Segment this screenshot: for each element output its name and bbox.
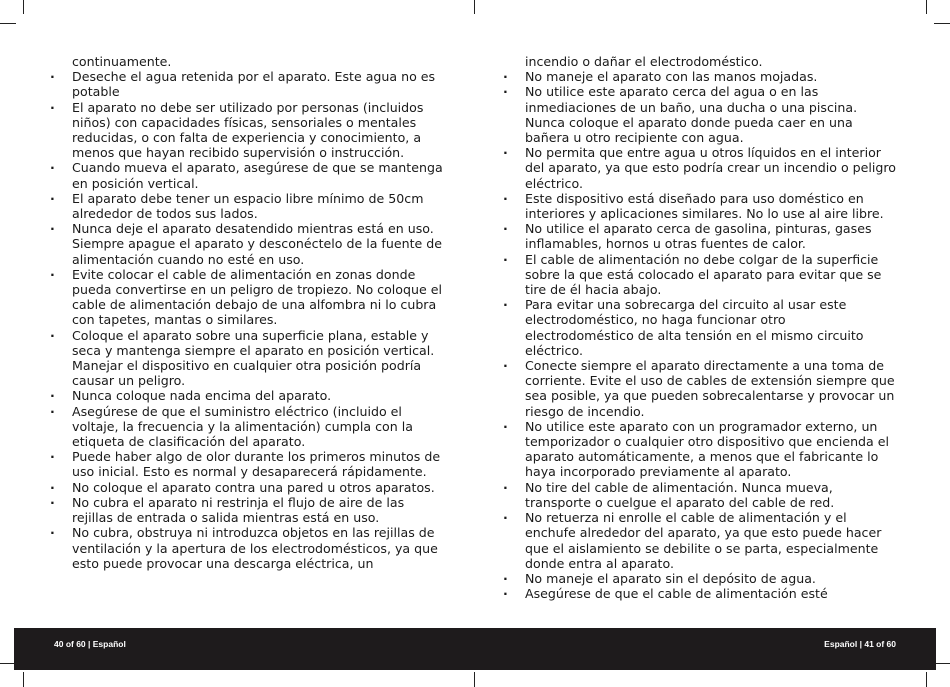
list-item: · El aparato debe tener un espacio libre mínimo de 50cm alrededor de todos sus lados. — [50, 191, 448, 221]
crop-mark — [474, 0, 475, 14]
safety-list — [503, 69, 898, 601]
crop-mark — [474, 672, 475, 687]
list-item: · No cubra el aparato ni restrinja el flujo de aire de las rejillas de entrada o salida mientras está en uso. — [50, 495, 448, 525]
list-item: · El aparato no debe ser utilizado por personas (incluidos niños) con capacidades físicas, sensoriales o mentales reducidas, o con falta de experiencia y conocimiento, a menos que hayan recibido supervisión o instrucción. — [50, 100, 448, 161]
list-item: · No utilice este aparato con un programador externo, un temporizador o cualquier otro dispositivo que encienda el aparato automáticamente, a menos que el fabricante lo haya incorporado previamente al aparato. — [503, 419, 898, 480]
list-item: · Nunca coloque nada encima del aparato. — [50, 388, 448, 403]
left-page — [50, 54, 448, 571]
list-item: · Asegúrese de que el suministro eléctrico (incluido el voltaje, la frecuencia y la alimentación) cumpla con la etiqueta de clasificación del aparato. — [50, 404, 448, 450]
right-page-number: Español | 41 of 60 — [824, 639, 896, 649]
list-item: · No retuerza ni enrolle el cable de alimentación y el enchufe alrededor del aparato, ya que esto puede hacer que el aislamiento se debilite o se parta, especialmente donde entra al aparato. — [503, 510, 898, 571]
left-page-number: 40 of 60 | Español — [54, 639, 126, 649]
list-item: · Para evitar una sobrecarga del circuito al usar este electrodoméstico, no haga funcionar otro electrodoméstico de alta tensión en el mismo circuito eléctrico. — [503, 297, 898, 358]
crop-mark — [926, 0, 927, 14]
list-item: · El cable de alimentación no debe colgar de la superficie sobre la que está colocado el aparato para evitar que se tire de él hacia abajo. — [503, 252, 898, 298]
right-page — [503, 54, 898, 601]
list-item: · No cubra, obstruya ni introduzca objetos en las rejillas de ventilación y la apertura de los electrodomésticos, ya que esto puede provocar una descarga eléctrica, un — [50, 525, 448, 571]
list-item: · No maneje el aparato con las manos mojadas. — [503, 69, 898, 84]
list-item: · Cuando mueva el aparato, asegúrese de que se mantenga en posición vertical. — [50, 160, 448, 190]
crop-mark — [926, 672, 927, 687]
list-item: · Puede haber algo de olor durante los primeros minutos de uso inicial. Esto es normal y desaparecerá rápidamente. — [50, 449, 448, 479]
crop-mark — [23, 0, 24, 14]
list-item: · Deseche el agua retenida por el aparato. Este agua no es potable — [50, 69, 448, 99]
crop-mark — [934, 663, 950, 664]
crop-mark — [934, 23, 950, 24]
list-item: · Asegúrese de que el cable de alimentación esté — [503, 586, 898, 601]
list-item: · No utilice el aparato cerca de gasolina, pinturas, gases inflamables, hornos u otras fuentes de calor. — [503, 221, 898, 251]
list-item: · Este dispositivo está diseñado para uso doméstico en interiores y aplicaciones similares. No lo use al aire libre. — [503, 191, 898, 221]
list-item: · Nunca deje el aparato desatendido mientras está en uso. Siempre apague el aparato y desconéctelo de la fuente de alimentación cuando no esté en uso. — [50, 221, 448, 267]
crop-mark — [0, 23, 16, 24]
list-item: · No coloque el aparato contra una pared u otros aparatos. — [50, 480, 448, 495]
list-item: · Conecte siempre el aparato directamente a una toma de corriente. Evite el uso de cables de extensión siempre que sea posible, ya que pueden sobrecalentarse y provocar un riesgo de incendio. — [503, 358, 898, 419]
list-item: · No permita que entre agua u otros líquidos en el interior del aparato, ya que esto podría crear un incendio o peligro eléctrico. — [503, 145, 898, 191]
list-item: · No maneje el aparato sin el depósito de agua. — [503, 571, 898, 586]
safety-list — [50, 69, 448, 571]
continuation-text: incendio o dañar el electrodoméstico. — [525, 54, 763, 69]
crop-mark — [23, 672, 24, 687]
footer-bar — [14, 628, 936, 670]
list-item: · Coloque el aparato sobre una superficie plana, estable y seca y mantenga siempre el aparato en posición vertical. Manejar el dispositivo en cualquier otra posición podría causar un peligro. — [50, 328, 448, 389]
list-item: · No utilice este aparato cerca del agua o en las inmediaciones de un baño, una ducha o una piscina. Nunca coloque el aparato donde pueda caer en una bañera u otro recipiente con agua. — [503, 84, 898, 145]
continuation-text: continuamente. — [72, 54, 172, 69]
list-item: · Evite colocar el cable de alimentación en zonas donde pueda convertirse en un peligro de tropiezo. No coloque el cable de alimentación debajo de una alfombra ni lo cubra con tapetes, mantas o similares. — [50, 267, 448, 328]
list-item: · No tire del cable de alimentación. Nunca mueva, transporte o cuelgue el aparato del cable de red. — [503, 480, 898, 510]
